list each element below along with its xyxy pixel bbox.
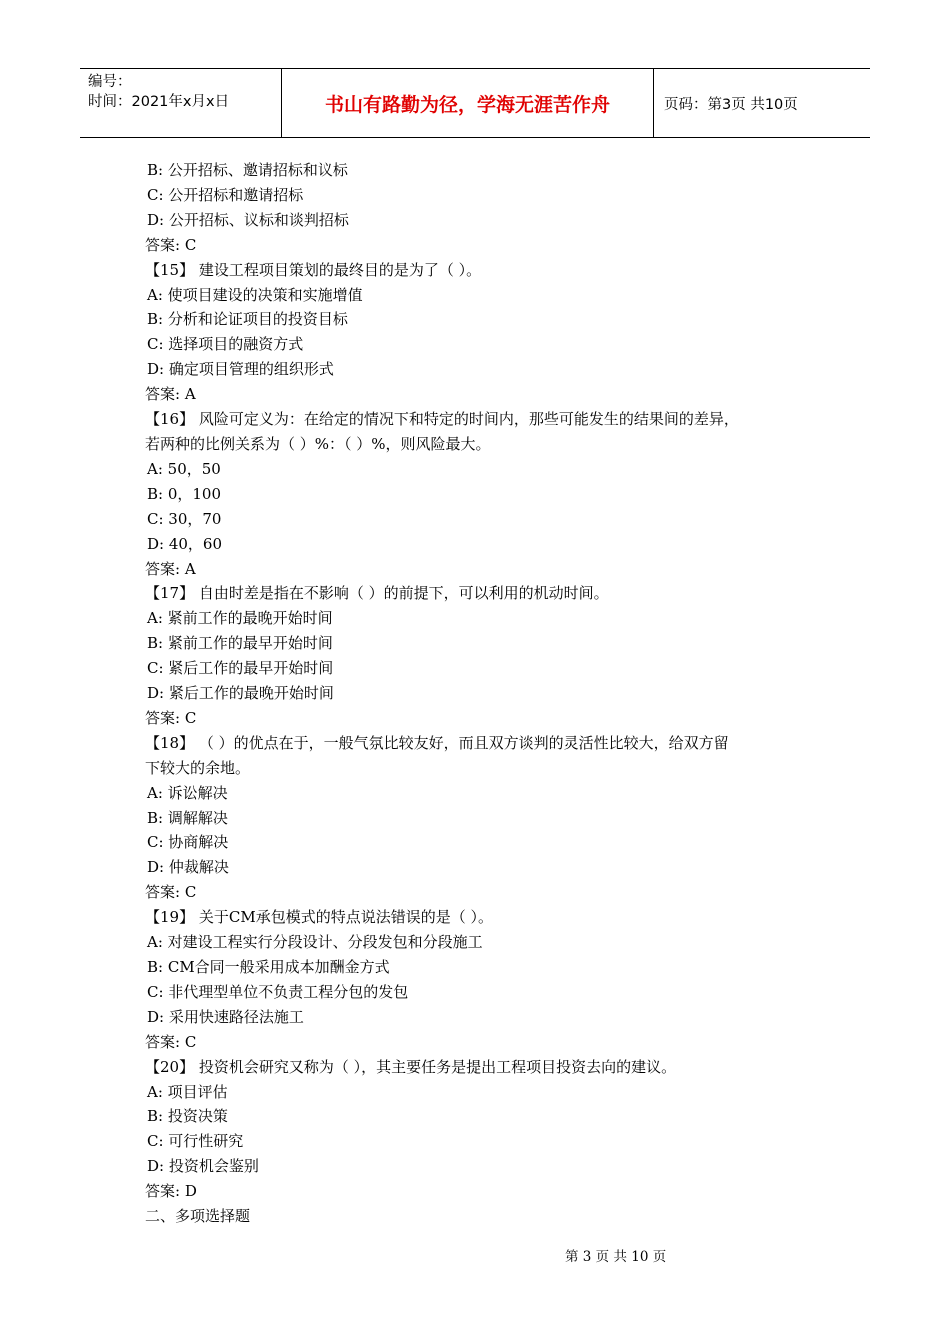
answer-option: C: 选择项目的融资方式 — [147, 335, 304, 354]
answer-option: C: 非代理型单位不负责工程分包的发包 — [147, 982, 409, 1001]
answer-key: 答案: C — [145, 1032, 197, 1051]
answer-option: B: 0，100 — [147, 484, 222, 503]
document-body — [145, 158, 825, 1229]
answer-option: B: 投资决策 — [147, 1107, 228, 1126]
answer-option: D: 40，60 — [147, 534, 223, 553]
answer-option: D: 仲裁解决 — [147, 858, 229, 877]
answer-key: 答案: C — [145, 235, 197, 254]
question-text: 【16】 风险可定义为：在给定的情况下和特定的时间内，那些可能发生的结果间的差异， — [145, 410, 739, 429]
header-page-info: 页码：第3页 共10页 — [664, 96, 798, 113]
question-text: 【17】 自由时差是指在不影响（ ）的前提下，可以利用的机动时间。 — [145, 584, 609, 603]
header-meta — [80, 69, 282, 137]
question-text: 若两种的比例关系为（ ）%：（ ）%，则风险最大。 — [145, 434, 491, 453]
answer-option: B: 公开招标、邀请招标和议标 — [147, 161, 348, 179]
answer-option: B: CM合同一般采用成本加酬金方式 — [147, 958, 390, 976]
answer-option: D: 公开招标、议标和谈判招标 — [147, 210, 349, 229]
section-heading: 二、多项选择题 — [145, 1207, 251, 1226]
answer-key: 答案: C — [145, 883, 197, 902]
answer-option: B: 紧前工作的最早开始时间 — [147, 634, 333, 653]
question-text: 下较大的余地。 — [145, 758, 251, 777]
answer-option: C: 公开招标和邀请招标 — [147, 185, 304, 204]
footer-page-number: 第 3 页 共 10 页 — [565, 1249, 667, 1265]
document-time: 时间：2021年x月x日 — [88, 94, 230, 110]
answer-option: C: 协商解决 — [147, 833, 229, 852]
question-text: 【18】 （ ）的优点在于，一般气氛比较友好，而且双方谈判的灵活性比较大，给双方留 — [145, 733, 729, 752]
answer-option: D: 确定项目管理的组织形式 — [147, 360, 334, 379]
answer-option: A: 50，50 — [147, 459, 221, 478]
answer-option: C: 30，70 — [147, 509, 222, 528]
question-text: 【20】 投资机会研究又称为（ ），其主要任务是提出工程项目投资去向的建议。 — [145, 1057, 677, 1076]
answer-option: A: 使项目建设的决策和实施增值 — [147, 285, 363, 304]
header-motto: 书山有路勤为径，学海无涯苦作舟 — [282, 69, 654, 137]
question-text: 【15】 建设工程项目策划的最终目的是为了（ ）。 — [145, 260, 482, 279]
answer-option: C: 紧后工作的最早开始时间 — [147, 659, 334, 678]
answer-option: A: 项目评估 — [147, 1082, 228, 1101]
answer-key: 答案: A — [145, 385, 196, 404]
answer-option: A: 诉讼解决 — [147, 783, 228, 802]
answer-option: A: 对建设工程实行分段设计、分段发包和分段施工 — [147, 933, 483, 952]
answer-key: 答案: C — [145, 708, 197, 727]
page-header — [80, 68, 870, 138]
answer-option: B: 分析和论证项目的投资目标 — [147, 310, 348, 329]
answer-option: A: 紧前工作的最晚开始时间 — [147, 609, 333, 628]
answer-option: D: 投资机会鉴别 — [147, 1157, 259, 1176]
answer-key: 答案: A — [145, 559, 196, 578]
answer-key: 答案: D — [145, 1182, 197, 1201]
answer-option: C: 可行性研究 — [147, 1132, 244, 1151]
answer-option: D: 紧后工作的最晚开始时间 — [147, 684, 334, 703]
question-text: 【19】 关于CM承包模式的特点说法错误的是（ ）。 — [145, 908, 493, 927]
document-number-label: 编号： — [88, 74, 132, 90]
answer-option: D: 采用快速路径法施工 — [147, 1007, 304, 1026]
answer-option: B: 调解解决 — [147, 808, 228, 827]
